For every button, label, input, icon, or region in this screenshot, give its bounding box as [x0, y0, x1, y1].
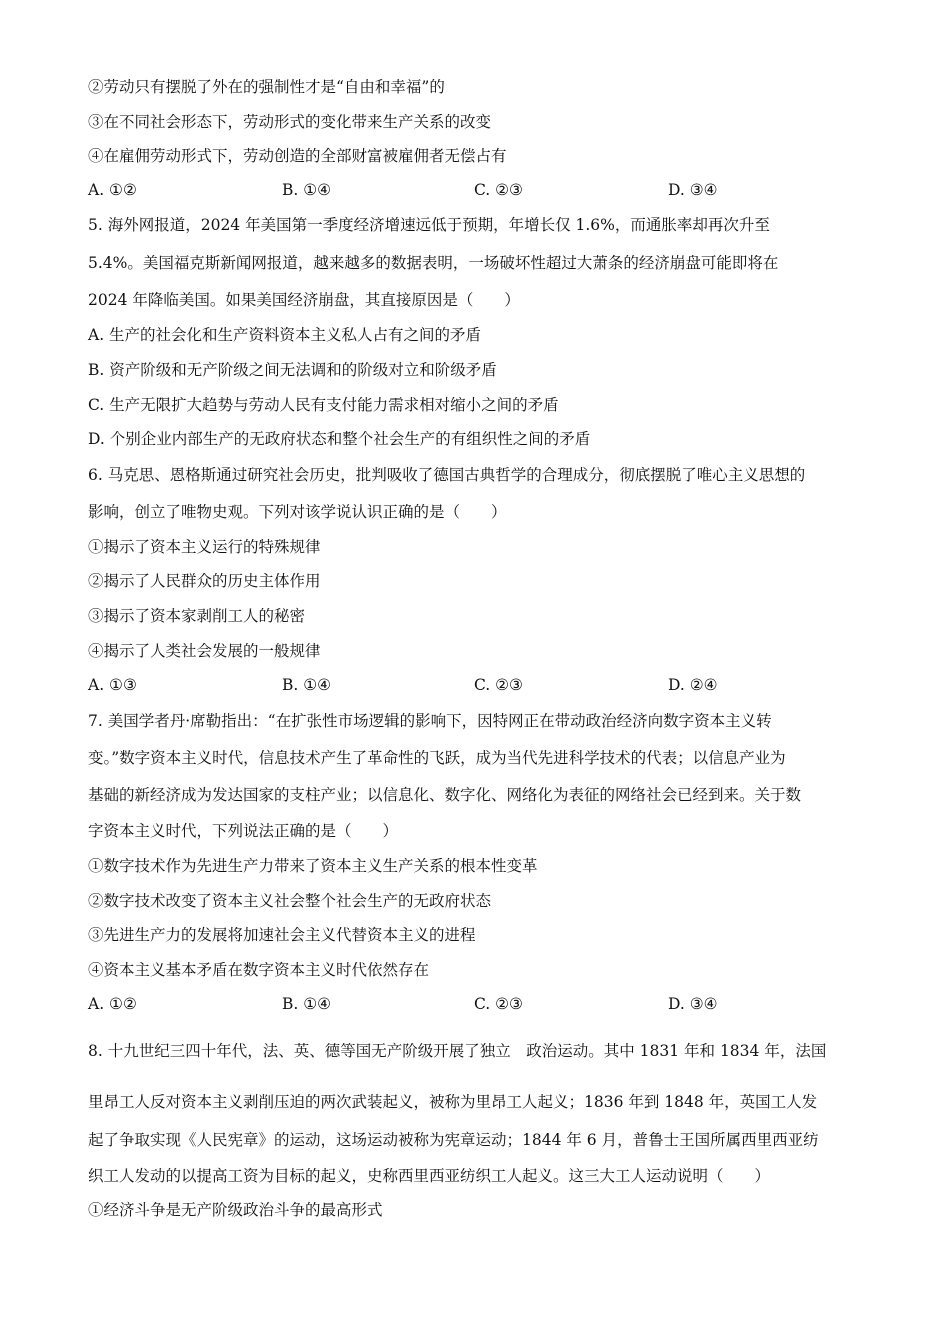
- q6-options: [88, 675, 848, 695]
- q6-stem-line-2: 影响，创立了唯物史观。下列对该学说认识正确的是（ ）: [88, 503, 507, 521]
- q8-stem-line-4: 织工人发动的以提高工资为目标的起义，史称西里西亚纺织工人起义。这三大工人运动说明（ ）: [88, 1167, 771, 1185]
- q6-option-b[interactable]: B. ①④: [282, 676, 332, 694]
- q5-choice-c[interactable]: C. 生产无限扩大趋势与劳动人民有支付能力需求相对缩小之间的矛盾: [88, 396, 559, 414]
- q4-item-3: ③在不同社会形态下，劳动形式的变化带来生产关系的改变: [88, 113, 492, 131]
- q4-option-c[interactable]: C. ②③: [474, 181, 523, 199]
- q7-item-4: ④资本主义基本矛盾在数字资本主义时代依然存在: [88, 961, 430, 979]
- q5-stem-line-3: 2024 年降临美国。如果美国经济崩盘，其直接原因是（ ）: [88, 291, 520, 309]
- q6-option-d[interactable]: D. ②④: [668, 676, 718, 694]
- q7-stem-line-3: 基础的新经济成为发达国家的支柱产业；以信息化、数字化、网络化为表征的网络社会已经到来。关于数: [88, 786, 802, 804]
- q7-option-c[interactable]: C. ②③: [474, 995, 523, 1013]
- q8-stem-line-3: 起了争取实现《人民宪章》的运动，这场运动被称为宪章运动；1844 年 6 月，普鲁士王国所属西里西亚纺: [88, 1131, 819, 1149]
- q5-choice-a[interactable]: A. 生产的社会化和生产资料资本主义私人占有之间的矛盾: [88, 326, 482, 344]
- q7-item-1: ①数字技术作为先进生产力带来了资本主义生产关系的根本性变革: [88, 857, 538, 875]
- q8-item-1: ①经济斗争是无产阶级政治斗争的最高形式: [88, 1201, 383, 1219]
- q8-stem-line-2: 里昂工人反对资本主义剥削压迫的两次武装起义，被称为里昂工人起义；1836 年到 1848 年，英国工人发: [88, 1093, 818, 1111]
- q6-stem-line-1: 6. 马克思、恩格斯通过研究社会历史，批判吸收了德国古典哲学的合理成分，彻底摆脱了唯心主义思想的: [88, 466, 806, 484]
- q5-stem-line-1: 5. 海外网报道，2024 年美国第一季度经济增速远低于预期，年增长仅 1.6%，而通胀率却再次升至: [88, 216, 770, 234]
- q4-item-4: ④在雇佣劳动形式下，劳动创造的全部财富被雇佣者无偿占有: [88, 147, 507, 165]
- q5-stem-line-2: 5.4%。美国福克斯新闻网报道，越来越多的数据表明，一场破坏性超过大萧条的经济崩盘可能即将在: [88, 254, 779, 272]
- q6-option-a[interactable]: A. ①③: [88, 676, 137, 694]
- q7-options: [88, 994, 848, 1014]
- q7-option-b[interactable]: B. ①④: [282, 995, 332, 1013]
- q6-item-4: ④揭示了人类社会发展的一般规律: [88, 642, 321, 660]
- q5-choice-d[interactable]: D. 个别企业内部生产的无政府状态和整个社会生产的有组织性之间的矛盾: [88, 430, 591, 448]
- q7-item-2: ②数字技术改变了资本主义社会整个社会生产的无政府状态: [88, 892, 492, 910]
- q7-stem-line-2: 变。”数字资本主义时代，信息技术产生了革命性的飞跃，成为当代先进科学技术的代表；以信息产业为: [88, 749, 786, 767]
- q6-item-2: ②揭示了人民群众的历史主体作用: [88, 572, 321, 590]
- q5-choice-b[interactable]: B. 资产阶级和无产阶级之间无法调和的阶级对立和阶级矛盾: [88, 361, 497, 379]
- q6-item-1: ①揭示了资本主义运行的特殊规律: [88, 538, 321, 556]
- q6-item-3: ③揭示了资本家剥削工人的秘密: [88, 607, 306, 625]
- q8-stem-line-1: 8. 十九世纪三四十年代，法、英、德等国无产阶级开展了独立 政治运动。其中 1831 年和 1834 年，法国: [88, 1042, 827, 1060]
- q4-option-d[interactable]: D. ③④: [668, 181, 718, 199]
- q6-option-c[interactable]: C. ②③: [474, 676, 523, 694]
- q4-option-b[interactable]: B. ①④: [282, 181, 332, 199]
- q4-item-2: ②劳动只有摆脱了外在的强制性才是“自由和幸福”的: [88, 78, 445, 96]
- q4-option-a[interactable]: A. ①②: [88, 181, 137, 199]
- q7-stem-line-1: 7. 美国学者丹·席勒指出：“在扩张性市场逻辑的影响下，因特网正在带动政治经济向数字资本主义转: [88, 712, 772, 730]
- q4-options: [88, 180, 848, 200]
- q7-stem-line-4: 字资本主义时代，下列说法正确的是（ ）: [88, 822, 399, 840]
- q7-option-a[interactable]: A. ①②: [88, 995, 137, 1013]
- q7-option-d[interactable]: D. ③④: [668, 995, 718, 1013]
- q7-item-3: ③先进生产力的发展将加速社会主义代替资本主义的进程: [88, 926, 476, 944]
